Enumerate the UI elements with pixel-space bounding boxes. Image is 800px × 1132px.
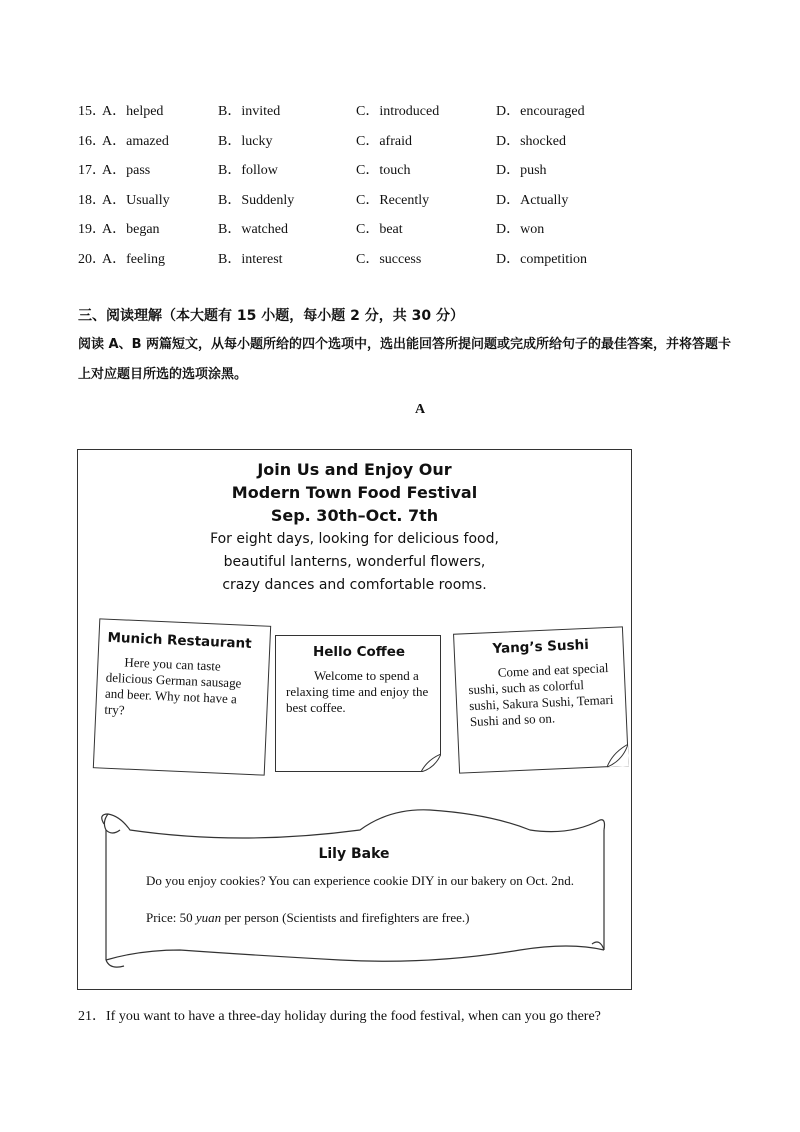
option-b: B．follow: [218, 163, 278, 178]
option-a: A．pass: [102, 163, 151, 178]
option-d: D．competition: [496, 252, 587, 267]
option-d: D．shocked: [496, 134, 566, 149]
option-d: D．won: [496, 222, 545, 237]
poster-desc-line: crazy dances and comfortable rooms.: [222, 577, 487, 593]
price-prefix: Price: 50: [146, 910, 196, 925]
page-curl-icon: [421, 754, 441, 772]
question-number: 15．: [78, 104, 106, 119]
option-a: A．began: [102, 222, 160, 237]
lily-price: [146, 910, 596, 926]
option-d: D．Actually: [496, 193, 569, 208]
section-instruction: 阅读 A、B 两篇短文，从每小题所给的四个选项中，选出能回答所提问题或完成所给句子的最佳答案，并将答题卡上对应题目所选的选项涂黑。: [78, 337, 732, 382]
coffee-note: [275, 635, 441, 772]
option-b: B．Suddenly: [218, 193, 295, 208]
option-b: B．interest: [218, 252, 283, 267]
section-heading: 三、阅读理解（本大题有 15 小题，每小题 2 分，共 30 分）: [78, 308, 464, 324]
option-b: B．watched: [218, 222, 288, 237]
option-c: C．touch: [356, 163, 411, 178]
question-number: 16．: [78, 134, 106, 149]
price-unit: yuan: [195, 910, 222, 925]
passage-label: A: [414, 402, 426, 417]
question-number: 18．: [78, 193, 106, 208]
poster-desc-line: For eight days, looking for delicious food,: [210, 531, 499, 547]
option-c: C．beat: [356, 222, 403, 237]
lily-bake-scroll: [100, 800, 608, 975]
option-b: B．invited: [218, 104, 281, 119]
sushi-title: Yang’s Sushi: [492, 636, 590, 658]
price-suffix: per person (Scientists and firefighters are free.): [221, 910, 470, 925]
option-c: C．Recently: [356, 193, 430, 208]
munich-title: Munich Restaurant: [107, 629, 252, 652]
coffee-title: Hello Coffee: [312, 644, 406, 660]
scroll-content: [100, 800, 608, 975]
page-curl-icon: [606, 744, 629, 767]
option-a: A．Usually: [102, 193, 170, 208]
poster-desc-line: beautiful lanterns, wonderful flowers,: [223, 554, 486, 570]
poster-title-line: Modern Town Food Festival: [231, 483, 478, 502]
poster-title: [78, 458, 631, 527]
option-c: C．success: [356, 252, 422, 267]
option-b: B．lucky: [218, 134, 273, 149]
sushi-text: Come and eat special sushi, such as colorful sushi, Sakura Sushi, Temari Sushi and so on.: [468, 660, 614, 730]
option-c: C．introduced: [356, 104, 440, 119]
munich-text: Here you can taste delicious German sausage and beer. Why not have a try?: [104, 654, 242, 718]
poster-title-line: Join Us and Enjoy Our: [257, 460, 452, 479]
lily-text: Do you enjoy cookies? You can experience cookie DIY in our bakery on Oct. 2nd.: [146, 873, 575, 888]
lily-title: Lily Bake: [318, 846, 390, 862]
munich-note: [93, 618, 271, 775]
option-a: A．amazed: [102, 134, 169, 149]
question-number: 19．: [78, 222, 106, 237]
question-number: 20．: [78, 252, 106, 267]
option-a: A．feeling: [102, 252, 165, 267]
festival-poster: [77, 449, 632, 990]
option-c: C．afraid: [356, 134, 412, 149]
question-number: 17．: [78, 163, 106, 178]
option-d: D．push: [496, 163, 547, 178]
sushi-note: [453, 626, 629, 773]
coffee-text: Welcome to spend a relaxing time and enjoy the best coffee.: [286, 668, 429, 715]
question-21: 21．If you want to have a three-day holiday during the food festival, when can you go there?: [78, 1009, 601, 1024]
poster-dates: Sep. 30th–Oct. 7th: [270, 506, 439, 525]
poster-description: [78, 528, 631, 597]
option-d: D．encouraged: [496, 104, 585, 119]
option-a: A．helped: [102, 104, 164, 119]
